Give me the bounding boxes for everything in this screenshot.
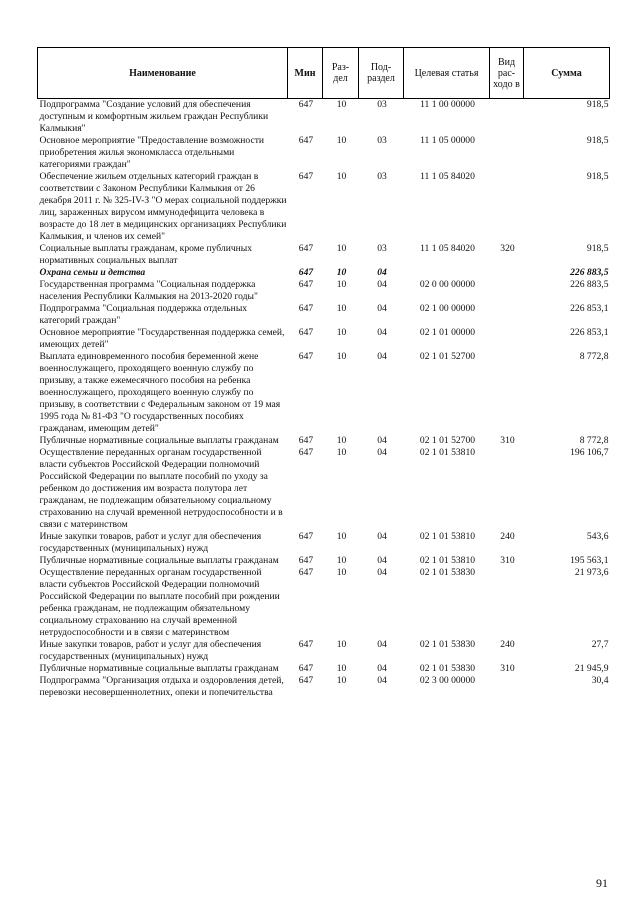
row-min: 647 (298, 279, 314, 290)
row-article: 02 1 01 52700 (419, 435, 476, 446)
row-name: Публичные нормативные социальные выплаты гражданам (39, 435, 279, 446)
row-sum: 543,6 (586, 531, 609, 542)
row-razdel: 10 (336, 675, 347, 686)
row-name: Социальные выплаты гражданам, кроме публичных нормативных социальных выплат (39, 243, 253, 266)
row-podrazdel: 04 (377, 327, 387, 338)
row-podrazdel: 04 (377, 303, 387, 314)
row-min: 647 (298, 267, 314, 278)
row-razdel: 10 (336, 267, 347, 278)
row-sum: 918,5 (586, 243, 609, 254)
row-podrazdel: 04 (377, 555, 387, 566)
row-vid (490, 447, 524, 531)
row-min: 647 (298, 243, 314, 254)
budget-table (37, 47, 610, 699)
row-article: 02 3 00 00000 (419, 675, 476, 686)
row-razdel: 10 (336, 279, 347, 290)
row-razdel: 10 (336, 435, 347, 446)
row-razdel: 10 (336, 243, 347, 254)
row-sum: 226 853,1 (570, 303, 609, 314)
row-vid: 310 (500, 663, 515, 674)
row-article: 11 1 05 00000 (420, 135, 475, 146)
row-podrazdel: 04 (377, 675, 387, 686)
header-min: Мин (288, 48, 323, 99)
page-number: 91 (596, 876, 608, 890)
row-vid (490, 567, 524, 639)
row-article: 02 1 01 53830 (419, 639, 476, 650)
row-podrazdel: 03 (377, 99, 387, 110)
row-name: Охрана семьи и детства (39, 267, 146, 278)
row-article: 02 1 01 53830 (419, 663, 476, 674)
row-vid: 310 (500, 555, 515, 566)
header-razdel: Раз-дел (323, 48, 359, 99)
row-article: 02 0 00 00000 (419, 279, 476, 290)
row-min: 647 (298, 303, 314, 314)
row-name: Обеспечение жильем отдельных категорий граждан в соответствии с Законом Республики Калмыкия от 26 декабря 2011 г. № 325-IV-З "О мерах социальной поддержки лиц, зараженных вирусом иммунодефицита человека в возрасте до 18 лет в медицинских организациях Республики Калмыкия, и членов их семей" (39, 171, 287, 242)
row-name: Основное мероприятие "Государственная поддержка семей, имеющих детей" (39, 327, 285, 350)
table-row (38, 555, 610, 567)
row-sum: 27,7 (591, 639, 609, 650)
row-sum: 918,5 (586, 135, 609, 146)
table-row (38, 531, 610, 555)
row-min: 647 (298, 531, 314, 542)
row-podrazdel: 04 (377, 447, 387, 458)
header-vid: Вид рас-ходо в (490, 48, 524, 99)
table-header-row (38, 48, 610, 99)
row-min: 647 (298, 567, 314, 578)
table-row (38, 243, 610, 267)
row-podrazdel: 04 (377, 279, 387, 290)
table-row (38, 327, 610, 351)
row-podrazdel: 04 (377, 531, 387, 542)
table-row (38, 435, 610, 447)
row-vid: 240 (500, 639, 515, 650)
row-vid (490, 327, 524, 351)
table-row (38, 267, 610, 279)
row-article: 02 1 01 53810 (419, 447, 476, 458)
row-podrazdel: 03 (377, 243, 387, 254)
row-name: Публичные нормативные социальные выплаты гражданам (39, 555, 279, 566)
row-min: 647 (298, 555, 314, 566)
row-min: 647 (298, 351, 314, 362)
table-row (38, 171, 610, 243)
row-razdel: 10 (336, 327, 347, 338)
row-razdel: 10 (336, 99, 347, 110)
table-row (38, 99, 610, 136)
row-article (404, 267, 490, 279)
row-name: Подпрограмма "Создание условий для обеспечения доступным и комфортным жильем граждан Республики Калмыкия" (39, 99, 269, 134)
row-name: Осуществление переданных органам государственной власти субъектов Российской Федерации полномочий Российской Федерации по выплате пособий при рождении ребенка гражданам, не подлежащим обязательному социальному страхованию на случай временной нетрудоспособности и в связи с материнством (39, 567, 280, 638)
row-sum: 226 853,1 (570, 327, 609, 338)
row-sum: 8 772,8 (579, 351, 609, 362)
row-podrazdel: 04 (377, 351, 387, 362)
row-vid: 310 (500, 435, 515, 446)
table-row (38, 663, 610, 675)
table-row (38, 639, 610, 663)
row-name: Иные закупки товаров, работ и услуг для обеспечения государственных (муниципальных) нужд (39, 531, 262, 554)
row-sum: 21 945,9 (574, 663, 609, 674)
row-vid (490, 351, 524, 435)
row-sum: 195 563,1 (570, 555, 609, 566)
row-name: Основное мероприятие "Предоставление возможности приобретения жилья экономкласса отдельными категориями граждан" (39, 135, 265, 170)
row-razdel: 10 (336, 567, 347, 578)
row-vid (490, 303, 524, 327)
row-podrazdel: 04 (377, 639, 387, 650)
row-name: Публичные нормативные социальные выплаты гражданам (39, 663, 279, 674)
row-razdel: 10 (336, 303, 347, 314)
table-row (38, 447, 610, 531)
row-razdel: 10 (336, 531, 347, 542)
row-min: 647 (298, 675, 314, 686)
row-sum: 8 772,8 (579, 435, 609, 446)
row-sum: 196 106,7 (570, 447, 609, 458)
row-podrazdel: 04 (377, 267, 387, 278)
row-name: Подпрограмма "Организация отдыха и оздоровления детей, перевозки несовершеннолетних, опеки и попечительства (39, 675, 284, 698)
row-name: Выплата единовременного пособия беременной жене военнослужащего, проходящего военную службу по призыву, а также ежемесячного пособия на ребенка военнослужащего, проходящего военную службу по призыву, в соответствии с Федеральным законом от 19 мая 1995 года № 81-ФЗ "О государственных пособиях гражданам, имеющим детей" (39, 351, 281, 434)
row-razdel: 10 (336, 351, 347, 362)
header-name: Наименование (38, 48, 288, 99)
row-vid (490, 171, 524, 243)
row-min: 647 (298, 435, 314, 446)
table-body (38, 99, 610, 700)
table-row (38, 351, 610, 435)
row-vid (490, 675, 524, 699)
row-name: Иные закупки товаров, работ и услуг для обеспечения государственных (муниципальных) нужд (39, 639, 262, 662)
row-sum: 30,4 (591, 675, 609, 686)
row-min: 647 (298, 171, 314, 182)
row-podrazdel: 03 (377, 171, 387, 182)
row-article: 11 1 05 84020 (420, 243, 475, 254)
row-podrazdel: 03 (377, 135, 387, 146)
table-row (38, 303, 610, 327)
row-razdel: 10 (336, 447, 347, 458)
row-razdel: 10 (336, 171, 347, 182)
table-row (38, 279, 610, 303)
row-podrazdel: 04 (377, 663, 387, 674)
row-podrazdel: 04 (377, 435, 387, 446)
row-sum: 918,5 (586, 171, 609, 182)
row-name: Осуществление переданных органам государственной власти субъектов Российской Федерации полномочий Российской Федерации по выплате пособий по уходу за ребенком до достижения им возраста полутора лет гражданам, не подлежащим обязательному социальному страхованию на случай временной нетрудоспособности и в связи с материнством (39, 447, 283, 530)
table-row (38, 135, 610, 171)
row-vid: 320 (500, 243, 515, 254)
table-row (38, 567, 610, 639)
row-min: 647 (298, 663, 314, 674)
row-article: 11 1 05 84020 (420, 171, 475, 182)
row-sum: 226 883,5 (570, 279, 609, 290)
row-razdel: 10 (336, 135, 347, 146)
row-vid: 240 (500, 531, 515, 542)
row-vid (490, 99, 524, 136)
header-podrazdel: Под-раздел (359, 48, 404, 99)
row-razdel: 10 (336, 639, 347, 650)
row-vid (490, 279, 524, 303)
row-name: Государственная программа "Социальная поддержка населения Республики Калмыкия на 2013-2020 годы" (39, 279, 258, 302)
row-article: 02 1 01 53830 (419, 567, 476, 578)
row-sum: 21 973,6 (574, 567, 609, 578)
header-sum: Сумма (524, 48, 610, 99)
row-sum: 226 883,5 (570, 267, 609, 278)
row-razdel: 10 (336, 555, 347, 566)
row-article: 02 1 01 53810 (419, 555, 476, 566)
row-min: 647 (298, 327, 314, 338)
row-min: 647 (298, 99, 314, 110)
row-article: 02 1 01 52700 (419, 351, 476, 362)
row-vid (490, 267, 524, 279)
row-article: 02 1 01 53810 (419, 531, 476, 542)
row-min: 647 (298, 447, 314, 458)
row-min: 647 (298, 135, 314, 146)
row-article: 02 1 01 00000 (419, 327, 476, 338)
row-razdel: 10 (336, 663, 347, 674)
row-name: Подпрограмма "Социальная поддержка отдельных категорий граждан" (39, 303, 248, 326)
budget-document-page (37, 47, 609, 699)
row-article: 02 1 00 00000 (419, 303, 476, 314)
row-podrazdel: 04 (377, 567, 387, 578)
table-row (38, 675, 610, 699)
header-article: Целевая статья (404, 48, 490, 99)
row-vid (490, 135, 524, 171)
row-min: 647 (298, 639, 314, 650)
row-article: 11 1 00 00000 (420, 99, 475, 110)
row-sum: 918,5 (586, 99, 609, 110)
